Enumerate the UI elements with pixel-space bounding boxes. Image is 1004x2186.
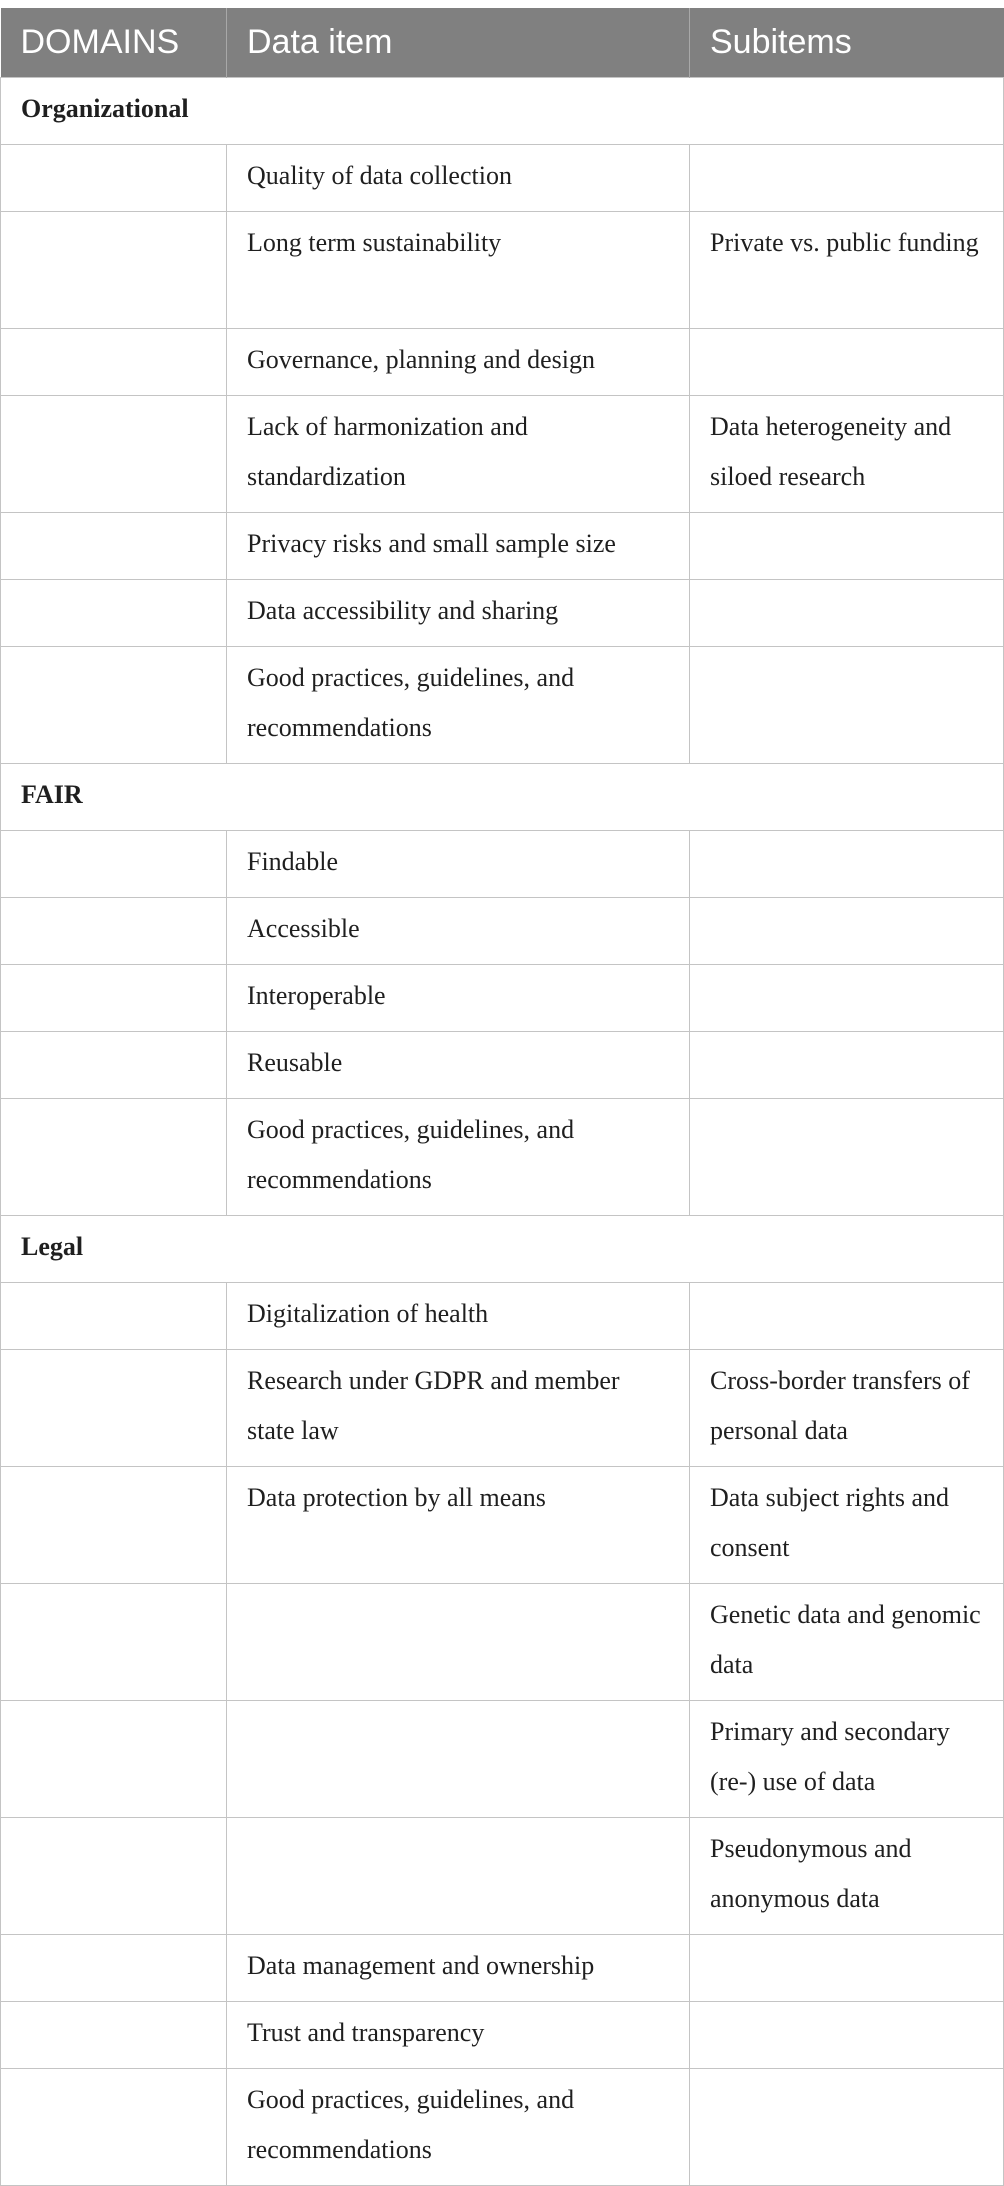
domains-table	[0, 8, 1004, 2186]
domain-cell	[1, 1283, 227, 1350]
subitem-cell	[690, 1935, 1004, 2002]
header-domains: DOMAINS	[1, 8, 227, 78]
table-row	[1, 2069, 1004, 2186]
data-item-cell: Digitalization of health	[227, 1283, 690, 1350]
section-label: Legal	[1, 1216, 1004, 1283]
section-label: Organizational	[1, 78, 1004, 145]
domain-cell	[1, 2002, 227, 2069]
table-row	[1, 580, 1004, 647]
data-item-cell: Privacy risks and small sample size	[227, 513, 690, 580]
subitem-cell	[690, 329, 1004, 396]
data-item-cell: Lack of harmonization and standardization	[227, 396, 690, 513]
data-item-cell: Long term sustainability	[227, 212, 690, 329]
subitem-cell: Data heterogeneity and siloed research	[690, 396, 1004, 513]
table-row	[1, 898, 1004, 965]
subitem-cell	[690, 1099, 1004, 1216]
subitem-cell	[690, 965, 1004, 1032]
domain-cell	[1, 1099, 227, 1216]
subitem-cell	[690, 2002, 1004, 2069]
table-header	[1, 8, 1004, 78]
domain-cell	[1, 396, 227, 513]
subitem-cell: Primary and secondary (re-) use of data	[690, 1701, 1004, 1818]
header-subitems: Subitems	[690, 8, 1004, 78]
data-item-cell: Trust and transparency	[227, 2002, 690, 2069]
table-row	[1, 647, 1004, 764]
table-row	[1, 1099, 1004, 1216]
domain-cell	[1, 2069, 227, 2186]
data-item-cell: Reusable	[227, 1032, 690, 1099]
data-item-cell: Accessible	[227, 898, 690, 965]
data-item-cell: Research under GDPR and member state law	[227, 1350, 690, 1467]
section-row	[1, 1216, 1004, 1283]
domain-cell	[1, 898, 227, 965]
data-item-cell	[227, 1818, 690, 1935]
domain-cell	[1, 1701, 227, 1818]
table-row	[1, 1032, 1004, 1099]
subitem-cell: Pseudonymous and anonymous data	[690, 1818, 1004, 1935]
data-item-cell: Data accessibility and sharing	[227, 580, 690, 647]
table-row	[1, 1935, 1004, 2002]
table-row	[1, 1283, 1004, 1350]
domain-cell	[1, 1350, 227, 1467]
table-row	[1, 1467, 1004, 1584]
data-item-cell: Interoperable	[227, 965, 690, 1032]
data-item-cell: Findable	[227, 831, 690, 898]
subitem-cell	[690, 145, 1004, 212]
table-row	[1, 1818, 1004, 1935]
domain-cell	[1, 1584, 227, 1701]
subitem-cell	[690, 513, 1004, 580]
domain-cell	[1, 580, 227, 647]
subitem-cell	[690, 647, 1004, 764]
subitem-cell	[690, 898, 1004, 965]
subitem-cell	[690, 2069, 1004, 2186]
domain-cell	[1, 831, 227, 898]
data-item-cell: Quality of data collection	[227, 145, 690, 212]
table-row	[1, 145, 1004, 212]
domain-cell	[1, 647, 227, 764]
subitem-cell: Private vs. public funding	[690, 212, 1004, 329]
domain-cell	[1, 212, 227, 329]
subitem-cell	[690, 580, 1004, 647]
domain-cell	[1, 1032, 227, 1099]
section-row	[1, 764, 1004, 831]
subitem-cell: Data subject rights and consent	[690, 1467, 1004, 1584]
domain-cell	[1, 1467, 227, 1584]
domain-cell	[1, 145, 227, 212]
data-item-cell: Data management and ownership	[227, 1935, 690, 2002]
data-item-cell: Good practices, guidelines, and recommendations	[227, 1099, 690, 1216]
subitem-cell	[690, 831, 1004, 898]
data-item-cell	[227, 1584, 690, 1701]
section-row	[1, 78, 1004, 145]
subitem-cell	[690, 1032, 1004, 1099]
data-item-cell	[227, 1701, 690, 1818]
subitem-cell	[690, 1283, 1004, 1350]
section-label: FAIR	[1, 764, 1004, 831]
table-row	[1, 831, 1004, 898]
domain-cell	[1, 1818, 227, 1935]
data-item-cell: Good practices, guidelines, and recommendations	[227, 2069, 690, 2186]
subitem-cell: Genetic data and genomic data	[690, 1584, 1004, 1701]
data-item-cell: Data protection by all means	[227, 1467, 690, 1584]
table-row	[1, 965, 1004, 1032]
table-row	[1, 513, 1004, 580]
domain-cell	[1, 965, 227, 1032]
header-data-item: Data item	[227, 8, 690, 78]
table-row	[1, 1701, 1004, 1818]
table-row	[1, 1584, 1004, 1701]
subitem-cell: Cross-border transfers of personal data	[690, 1350, 1004, 1467]
domain-cell	[1, 329, 227, 396]
table-container	[0, 8, 1004, 2186]
table-row	[1, 2002, 1004, 2069]
table-body	[1, 78, 1004, 2186]
header-row	[1, 8, 1004, 78]
domain-cell	[1, 1935, 227, 2002]
table-row	[1, 329, 1004, 396]
table-row	[1, 1350, 1004, 1467]
table-row	[1, 396, 1004, 513]
data-item-cell: Governance, planning and design	[227, 329, 690, 396]
table-row	[1, 212, 1004, 329]
data-item-cell: Good practices, guidelines, and recommendations	[227, 647, 690, 764]
domain-cell	[1, 513, 227, 580]
